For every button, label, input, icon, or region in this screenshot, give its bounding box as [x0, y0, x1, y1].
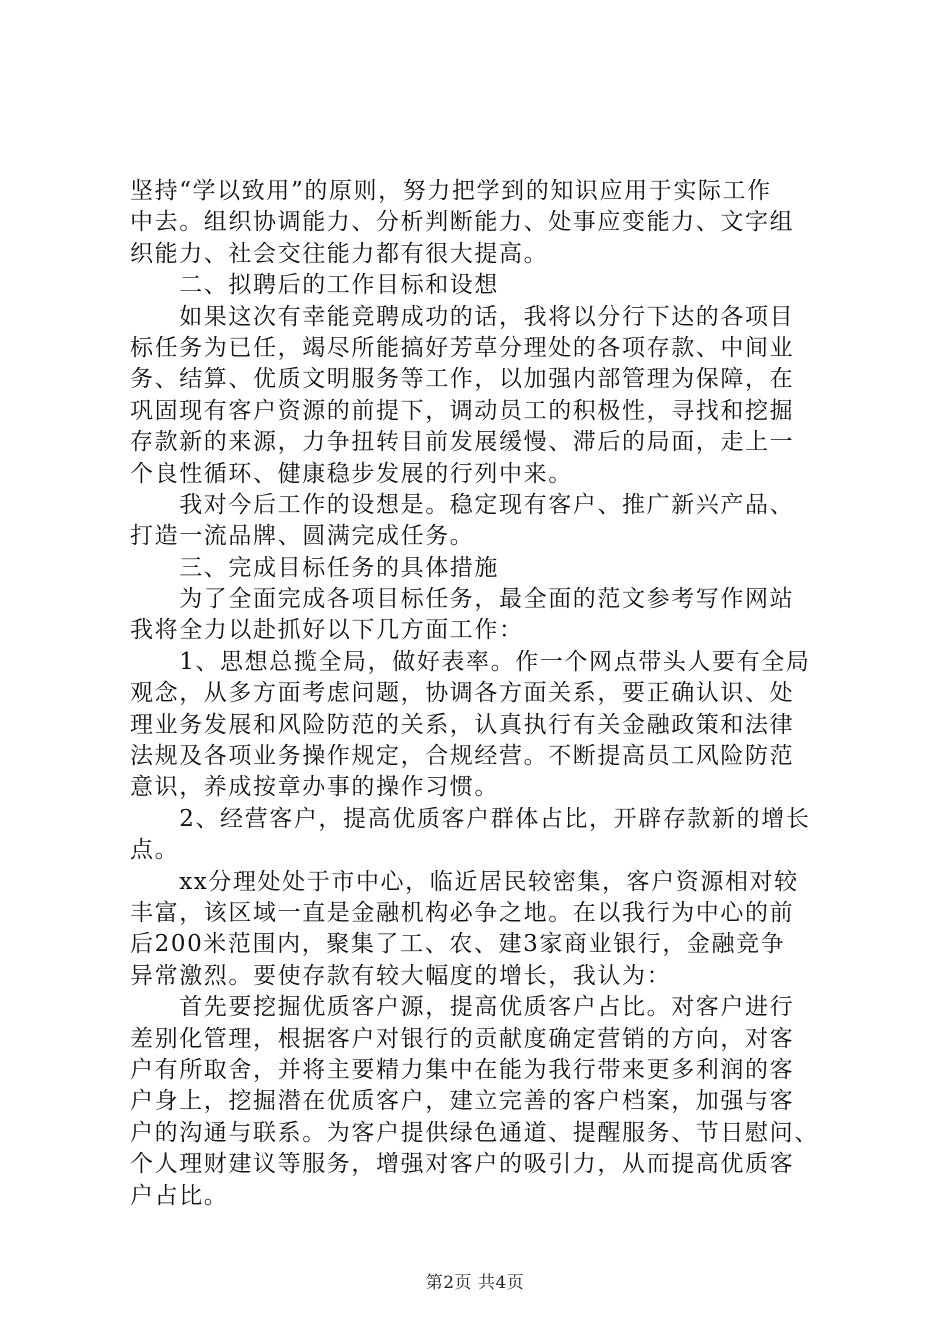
text-line: 我对今后工作的设想是。稳定现有客户、推广新兴产品、 [130, 491, 795, 518]
text-line: 2、经营客户，提高优质客户群体占比，开辟存款新的增长 [130, 805, 811, 832]
text-line: 中去。组织协调能力、分析判断能力、处事应变能力、文字组 [130, 209, 795, 236]
text-line: 存款新的来源，力争扭转目前发展缓慢、滞后的局面，走上一 [130, 429, 795, 456]
text-line: 我将全力以赴抓好以下几方面工作： [130, 617, 524, 644]
text-line: 理业务发展和风险防范的关系，认真执行有关金融政策和法律 [130, 711, 795, 738]
text-line: 户占比。 [130, 1182, 229, 1209]
text-line: 个良性循环、健康稳步发展的行列中来。 [130, 460, 573, 487]
section-heading: 二、拟聘后的工作目标和设想 [130, 272, 499, 299]
text-line: 务、结算、优质文明服务等工作，以加强内部管理为保障，在 [130, 366, 795, 393]
text-line: 意识，养成按章办事的操作习惯。 [130, 774, 499, 801]
text-line: 户的沟通与联系。为客户提供绿色通道、提醒服务、节日慰问、 [130, 1119, 819, 1146]
text-line: 丰富，该区域一直是金融机构必争之地。在以我行为中心的前 [130, 899, 795, 926]
text-line: 个人理财建议等服务，增强对客户的吸引力，从而提高优质客 [130, 1151, 795, 1178]
text-line: 户身上，挖掘潜在优质客户，建立完善的客户档案，加强与客 [130, 1088, 795, 1115]
section-heading: 三、完成目标任务的具体措施 [130, 554, 499, 581]
text-line: 法规及各项业务操作规定，合规经营。不断提高员工风险防范 [130, 743, 795, 770]
text-line: 户有所取舍，并将主要精力集中在能为我行带来更多利润的客 [130, 1056, 795, 1083]
text-line: xx分理处处于市中心，临近居民较密集，客户资源相对较 [130, 868, 799, 895]
text-line: 异常激烈。要使存款有较大幅度的增长，我认为： [130, 962, 672, 989]
text-line: 点。 [130, 837, 180, 864]
text-line: 织能力、社会交往能力都有很大提高。 [130, 240, 549, 267]
text-line: 标任务为已任，竭尽所能搞好芳草分理处的各项存款、中间业 [130, 334, 795, 361]
text-line: 巩固现有客户资源的前提下，调动员工的积极性，寻找和挖掘 [130, 397, 795, 424]
text-line: 为了全面完成各项目标任务，最全面的范文参考写作网站 [130, 586, 795, 613]
text-line: 如果这次有幸能竞聘成功的话，我将以分行下达的各项目 [130, 303, 795, 330]
page-number-footer: 第2页 共4页 [425, 1273, 525, 1293]
text-line: 坚持“学以致用”的原则，努力把学到的知识应用于实际工作 [130, 178, 772, 204]
document-body [130, 176, 830, 1212]
text-line: 观念，从多方面考虑问题，协调各方面关系，要正确认识、处 [130, 680, 795, 707]
text-line: 1、思想总揽全局，做好表率。作一个网点带头人要有全局 [130, 648, 811, 675]
text-line: 差别化管理，根据客户对银行的贡献度确定营销的方向，对客 [130, 1025, 795, 1052]
text-line: 打造一流品牌、圆满完成任务。 [130, 523, 475, 550]
text-line: 首先要挖掘优质客户源，提高优质客户占比。对客户进行 [130, 994, 795, 1021]
text-line: 后200米范围内，聚集了工、农、建3家商业银行，金融竞争 [130, 931, 786, 958]
